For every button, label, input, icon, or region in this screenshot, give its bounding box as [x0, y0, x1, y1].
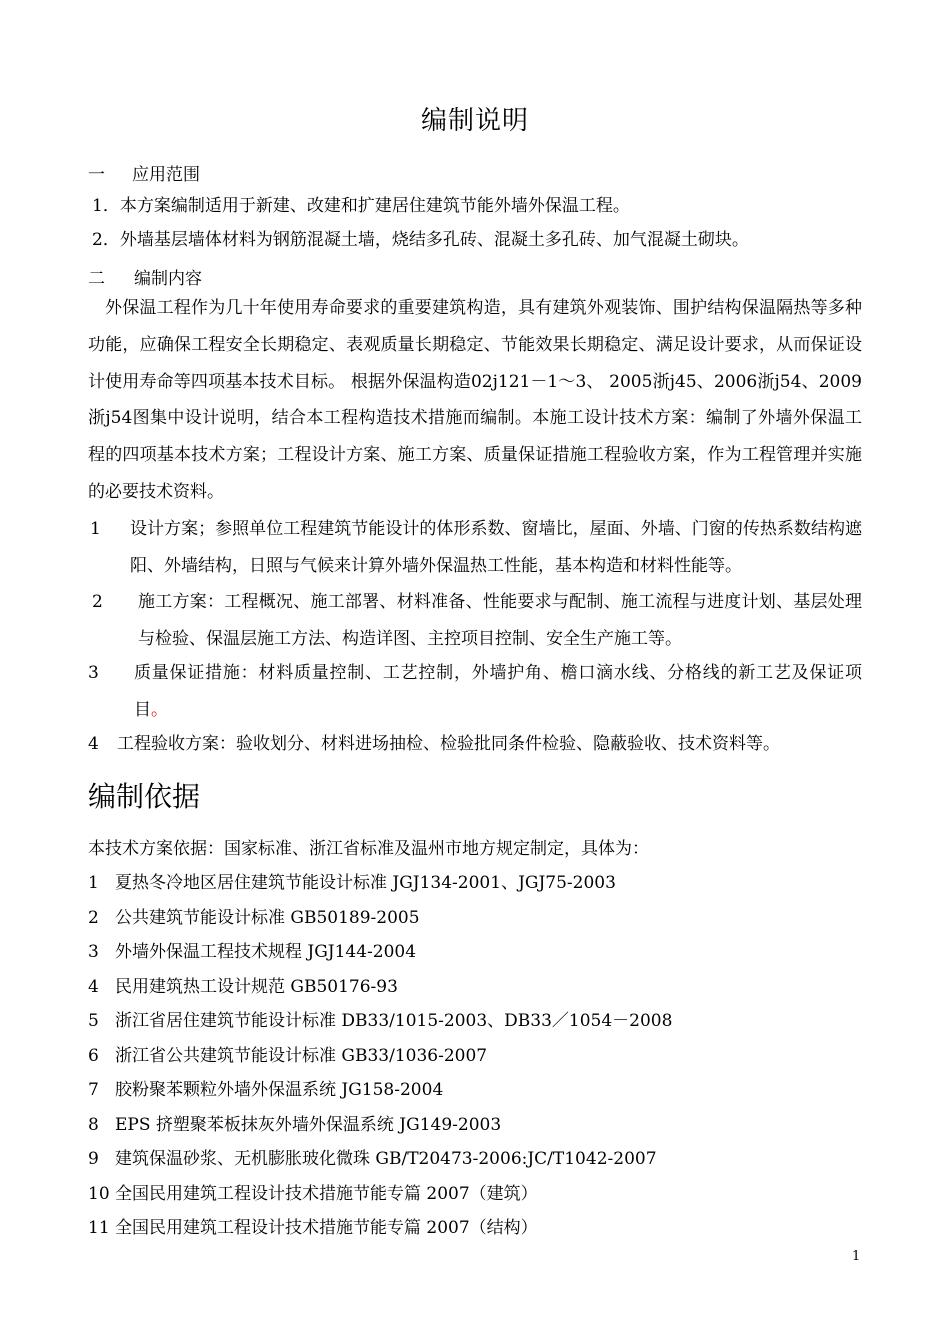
basis-item [88, 903, 420, 928]
item-text: 浙江省居住建筑节能设计标准 DB33/1015-2003、DB33／1054－2008 [115, 1011, 673, 1031]
item-text: EPS 挤塑聚苯板抹灰外墙外保温系统 JG149-2003 [115, 1115, 502, 1135]
item-text: 胶粉聚苯颗粒外墙外保温系统 JG158-2004 [115, 1080, 444, 1100]
item-text-tail: 。 [151, 699, 168, 720]
basis-item [88, 1144, 657, 1169]
item-number: 5 [88, 1011, 99, 1031]
basis-item [88, 1041, 487, 1066]
content-item-4 [88, 726, 862, 763]
item-text: 浙江省公共建筑节能设计标准 GB33/1036-2007 [115, 1046, 488, 1066]
item-number: 3 [88, 663, 99, 683]
item-text: 公共建筑节能设计标准 GB50189-2005 [115, 908, 420, 928]
item-text: 设计方案；参照单位工程建筑节能设计的体形系数、窗墙比，屋面、外墙、门窗的传热系数结构遮阳、外墙结构，日照与气候来计算外墙外保温热工性能，基本构造和材料性能等。 [130, 519, 862, 576]
item-text: 建筑保温砂浆、无机膨胀玻化微珠 GB/T20473-2006:JC/T1042-2007 [115, 1149, 657, 1169]
item-number: 9 [88, 1149, 99, 1169]
basis-item [88, 1110, 501, 1135]
page-title: 编制说明 [420, 106, 529, 136]
basis-intro: 本技术方案依据：国家标准、浙江省标准及温州市地方规定制定，具体为： [88, 839, 649, 859]
item-text: 质量保证措施：材料质量控制、工艺控制，外墙护角、檐口滴水线、分格线的新工艺及保证项目 [134, 663, 862, 720]
item-number: 1 [90, 519, 101, 539]
basis-item [88, 868, 616, 893]
item-number: 8 [88, 1115, 99, 1135]
item-number: 4 [88, 977, 99, 997]
item-number: 6 [88, 1046, 99, 1066]
section-heading-content [88, 264, 202, 289]
basis-heading: 编制依据 [88, 780, 201, 813]
scope-item-2: 2．外墙基层墙体材料为钢筋混凝土墙，烧结多孔砖、混凝土多孔砖、加气混凝土砌块。 [92, 230, 749, 250]
content-item-2 [92, 584, 862, 657]
item-number: 3 [88, 942, 99, 962]
basis-item [88, 1006, 672, 1031]
item-number: 2 [88, 908, 99, 928]
item-text: 外墙外保温工程技术规程 JGJ144-2004 [115, 942, 417, 962]
item-text: 工程验收方案：验收划分、材料进场抽检、检验批同条件检验、隐蔽验收、技术资料等。 [117, 734, 780, 754]
item-number: 2 [92, 592, 103, 612]
basis-item [88, 1179, 538, 1204]
basis-item [88, 937, 416, 962]
section-heading-scope [88, 160, 200, 185]
basis-item [88, 1075, 443, 1100]
section-title: 应用范围 [132, 165, 200, 185]
basis-item [88, 972, 398, 997]
item-text: 夏热冬冷地区居住建筑节能设计标准 JGJ134-2001、JGJ75-2003 [115, 873, 616, 893]
item-text: 全国民用建筑工程设计技术措施节能专篇 2007（结构） [115, 1218, 538, 1238]
section-number: 一 [88, 165, 105, 185]
item-number: 1 [88, 873, 99, 893]
item-number: 11 [88, 1218, 110, 1238]
item-number: 4 [88, 734, 99, 754]
section-title: 编制内容 [134, 269, 202, 289]
content-item-1 [90, 511, 862, 584]
item-text: 民用建筑热工设计规范 GB50176-93 [115, 977, 398, 997]
item-text: 全国民用建筑工程设计技术措施节能专篇 2007（建筑） [115, 1184, 538, 1204]
item-number: 7 [88, 1080, 99, 1100]
item-text: 施工方案：工程概况、施工部署、材料准备、性能要求与配制、施工流程与进度计划、基层处理与检验、保温层施工方法、构造详图、主控项目控制、安全生产施工等。 [138, 592, 862, 649]
scope-item-1: 1．本方案编制适用于新建、改建和扩建居住建筑节能外墙外保温工程。 [92, 196, 630, 216]
item-number: 10 [88, 1184, 110, 1204]
section-number: 二 [88, 269, 105, 289]
content-item-3 [88, 655, 862, 728]
page-number: 1 [852, 1249, 861, 1264]
content-paragraph: 外保温工程作为几十年使用寿命要求的重要建筑构造，具有建筑外观装饰、围护结构保温隔热等多种功能，应确保工程安全长期稳定、表观质量长期稳定、节能效果长期稳定、满足设计要求，从而保证设计使用寿命等四项基本技术目标。 根据外保温构造02j121－1～3、 2005浙j45、2006浙j54、2009浙j54图集中设计说明，结合本工程构造技术措施而编制。本施工设计技术方案：编制了外墙外保温工程的四项基本技术方案；工程设计方案、施工方案、质量保证措施工程验收方案，作为工程管理并实施的必要技术资料。 [88, 298, 862, 502]
basis-item [88, 1213, 538, 1238]
